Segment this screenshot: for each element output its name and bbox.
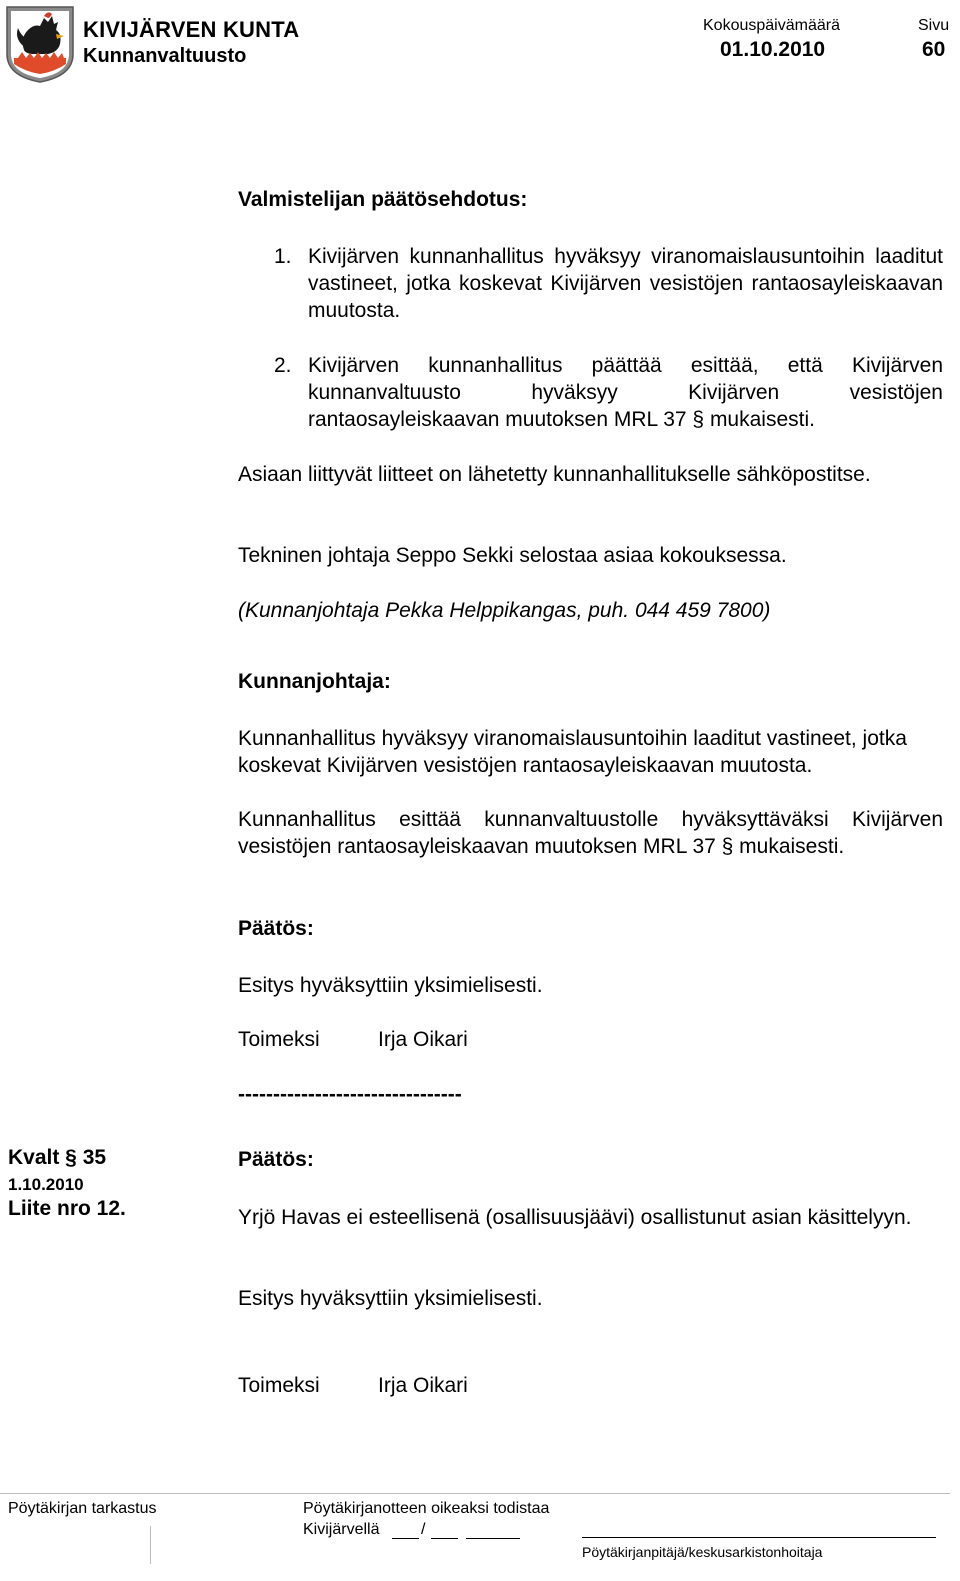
footer-divider [150,1526,151,1564]
review-label: Pöytäkirjan tarkastus [8,1500,157,1517]
organization-name: KIVIJÄRVEN KUNTA [83,17,300,42]
attachment-reference: Liite nro 12. [8,1197,126,1220]
municipality-coat-of-arms [4,4,76,84]
proposal-item-number: 1. [274,245,292,268]
action-person: Irja Oikari [378,1374,468,1397]
day-blank [392,1538,419,1539]
action-person: Irja Oikari [378,1028,468,1051]
action-row [238,1372,943,1399]
year-blank [466,1538,520,1539]
contact-note: (Kunnanjohtaja Pekka Helppikangas, puh. 044 459 7800) [238,599,771,622]
manager-paragraph-1: Kunnanhallitus hyväksyy viranomaislausuntoihin laaditut vastineet, jotka koskevat Kivijärven vesistöjen rantaosayleiskaavan muutosta. [238,727,907,777]
signer-title: Pöytäkirjanpitäjä/keskusarkistonhoitaja [582,1544,823,1560]
decision-heading: Päätös: [238,1148,314,1171]
action-label: Toimeksi [238,1028,320,1051]
place-prefix: Kivijärvellä [303,1521,380,1538]
proposal-item-number: 2. [274,354,292,377]
action-row [238,1026,943,1053]
disqualification-note: Yrjö Havas ei esteellisenä (osallisuusjäävi) osallistunut asian käsittelyyn. [238,1206,912,1229]
item-date: 1.10.2010 [8,1175,84,1194]
page-number: 60 [922,38,946,61]
governing-body-name: Kunnanvaltuusto [83,45,247,67]
signature-line [582,1537,936,1538]
manager-heading: Kunnanjohtaja: [238,670,391,693]
decision-text: Esitys hyväksyttiin yksimielisesti. [238,974,543,997]
page-label: Sivu [918,17,950,34]
proposal-item-text: Kivijärven kunnanhallitus hyväksyy viranomaislausuntoihin laaditut vastineet, jotka koskevat Kivijärven vesistöjen rantaosayleiskaavan muutosta. [308,245,943,322]
certify-label: Pöytäkirjanotteen oikeaksi todistaa [303,1500,550,1517]
item-reference: Kvalt § 35 [8,1146,107,1169]
decision-text: Esitys hyväksyttiin yksimielisesti. [238,1287,543,1310]
month-blank [431,1538,458,1539]
date-slash: / [421,1521,426,1538]
presenter-note: Tekninen johtaja Seppo Sekki selostaa asiaa kokouksessa. [238,544,787,567]
section-separator: -------------------------------- [238,1083,462,1106]
meeting-date-label: Kokouspäivämäärä [703,17,840,34]
action-label: Toimeksi [238,1374,320,1397]
decision-heading: Päätös: [238,917,314,940]
meeting-date: 01.10.2010 [720,38,826,61]
attachments-note: Asiaan liittyvät liitteet on lähetetty kunnanhallitukselle sähköpostitse. [238,463,871,486]
manager-paragraph-2: Kunnanhallitus esittää kunnanvaltuustolle hyväksyttäväksi Kivijärven vesistöjen rantaosayleiskaavan muutoksen MRL 37 § mukaisesti. [238,808,943,858]
proposal-heading: Valmistelijan päätösehdotus: [238,188,528,211]
proposal-item-text: Kivijärven kunnanhallitus päättää esittää, että Kivijärven kunnanvaltuusto hyväksyy Kivijärven vesistöjen rantaosayleiskaavan muutoksen MRL 37 § mukaisesti. [308,354,943,431]
